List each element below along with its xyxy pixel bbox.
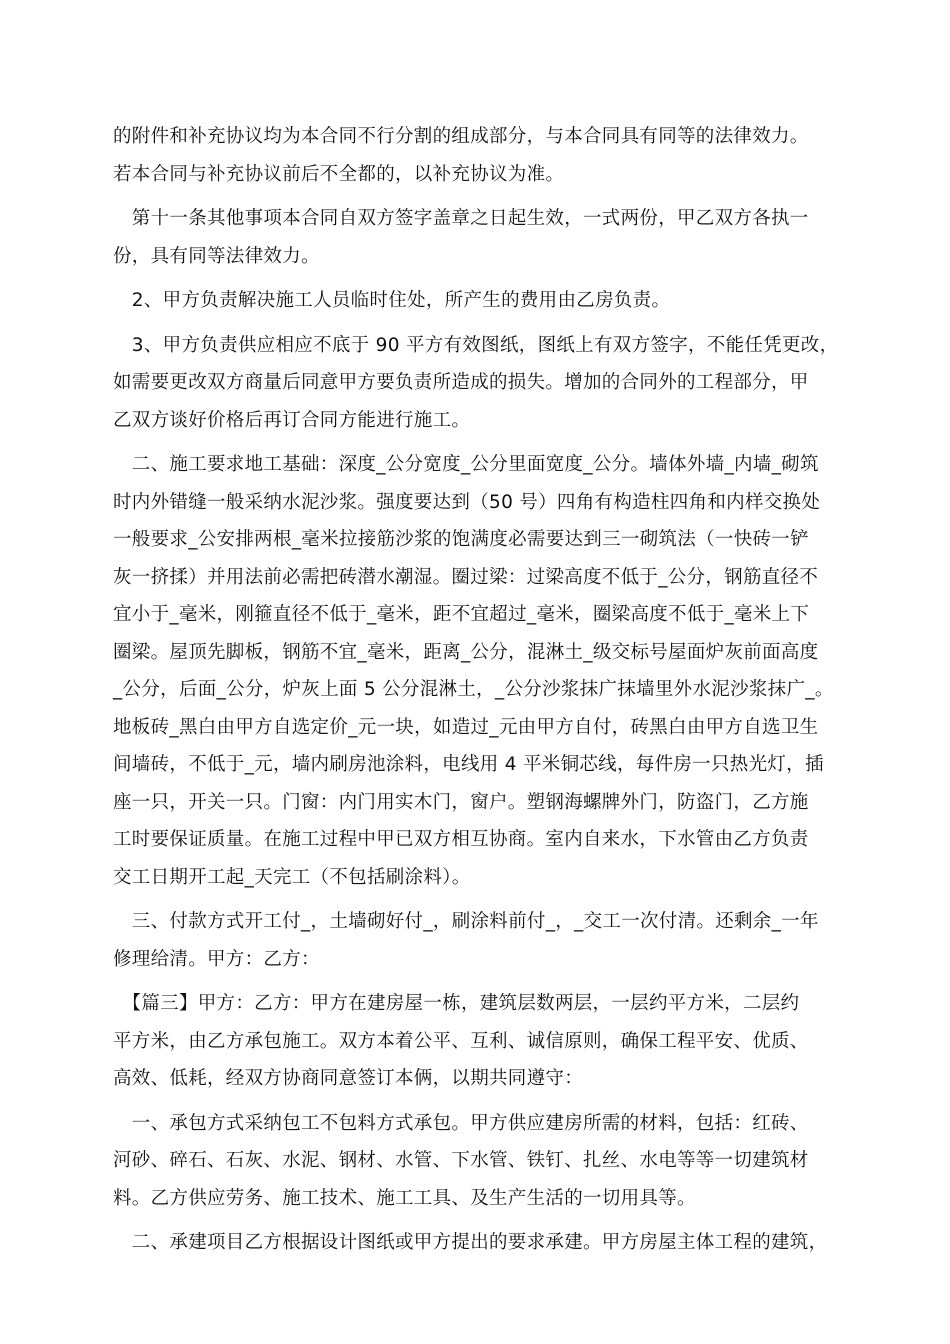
paragraph-gap <box>113 978 853 985</box>
text-line: 间墙砖，不低于_元，墙内刷房池涂料，电线用 4 平米铜芯线，每件房一只热光灯，插 <box>113 754 824 775</box>
text-line: 交工日期开工起_天完工（不包括刷涂料）。 <box>113 866 471 888</box>
paragraph-gap <box>113 439 853 446</box>
text-line: 乙双方谈好价格后再订合同方能进行施工。 <box>113 409 471 431</box>
text-line: 地板砖_黑白由甲方自选定价_元一块，如造过_元由甲方自付，砖黑白由甲方自选卫生 <box>113 716 819 738</box>
text-line: 份，具有同等法律效力。 <box>113 245 320 267</box>
text-line: 工时要保证质量。在施工过程中甲已双方相互协商。室内自来水，下水管由乙方负责 <box>113 829 809 850</box>
text-line: 【篇三】甲方：乙方：甲方在建房屋一栋，建筑层数两层，一层约平方米，二层约 <box>113 993 800 1014</box>
text-line: 3、甲方负责供应相应不底于 90 平方有效图纸，图纸上有双方签字，不能任凭更改， <box>113 334 839 356</box>
text-line: 若本合同与补充协议前后不全都的，以补充协议为准。 <box>113 163 565 185</box>
paragraph-gap <box>113 320 853 327</box>
text-line: 修理给清。甲方：乙方： <box>113 948 320 970</box>
paragraph-gap <box>113 193 853 200</box>
text-line: 一、承包方式采纳包工不包料方式承包。甲方供应建房所需的材料，包括：红砖、 <box>113 1112 809 1134</box>
paragraph-gap <box>113 896 853 903</box>
text-line: 高效、低耗，经双方协商同意签订本俩，以期共同遵守： <box>113 1068 584 1089</box>
text-line: 二、施工要求地工基础：深度_公分宽度_公分里面宽度_公分。墙体外墙_内墙_砌筑 <box>113 454 819 475</box>
text-line: 的附件和补充协议均为本合同不行分割的组成部分，与本合同具有同等的法律效力。 <box>113 126 809 147</box>
text-line: 三、付款方式开工付_，土墙砌好付_，刷涂料前付_，_交工一次付清。还剩余_一年 <box>113 911 819 932</box>
text-line: 料。乙方供应劳务、施工技术、施工工具、及生产生活的一切用具等。 <box>113 1187 696 1209</box>
text-line: 平方米，由乙方承包施工。双方本着公平、互利、诚信原则，确保工程平安、优质、 <box>113 1030 809 1052</box>
text-line: _公分，后面_公分，炉灰上面 5 公分混淋土，_公分沙浆抹广抹墙里外水泥沙浆抹广_。 <box>113 679 834 700</box>
paragraph-gap <box>113 1098 853 1105</box>
text-line: 圈梁。屋顶先脚板，钢筋不宜_毫米，距离_公分，混淋土_级交标号屋面炉灰前面高度 <box>113 641 819 663</box>
text-line: 座一只，开关一只。门窗：内门用实木门，窗户。塑钢海螺牌外门，防盗门，乙方施 <box>113 791 809 813</box>
text-line: 灰一挤揉）并用法前必需把砖潜水潮湿。圈过梁：过梁高度不低于_公分，钢筋直径不 <box>113 566 819 588</box>
text-line: 河砂、碎石、石灰、水泥、钢材、水管、下水管、铁钉、扎丝、水电等等一切建筑材 <box>113 1150 809 1171</box>
text-line: 2、甲方负责解决施工人员临时住处，所产生的费用由乙房负责。 <box>113 290 671 311</box>
text-line: 第十一条其他事项本合同自双方签字盖章之日起生效，一式两份，甲乙双方各执一 <box>113 208 809 229</box>
text-line: 时内外错缝一般采纳水泥沙浆。强度要达到（50 号）四角有构造柱四角和内样交换处 <box>113 491 821 513</box>
paragraph-gap <box>113 1217 853 1224</box>
paragraph-gap <box>113 275 853 282</box>
text-line: 宜小于_毫米，刚箍直径不低于_毫米，距不宜超过_毫米，圈梁高度不低于_毫米上下 <box>113 604 810 625</box>
contract-text <box>113 118 853 1262</box>
text-line: 如需要更改双方商量后同意甲方要负责所造成的损失。增加的合同外的工程部分，甲 <box>113 372 809 393</box>
text-line: 二、承建项目乙方根据设计图纸或甲方提出的要求承建。甲方房屋主体工程的建筑， <box>113 1232 828 1253</box>
text-line: 一般要求_公安排两根_毫米拉接筋沙浆的饱满度必需要达到三一砌筑法（一快砖一铲 <box>113 529 809 550</box>
